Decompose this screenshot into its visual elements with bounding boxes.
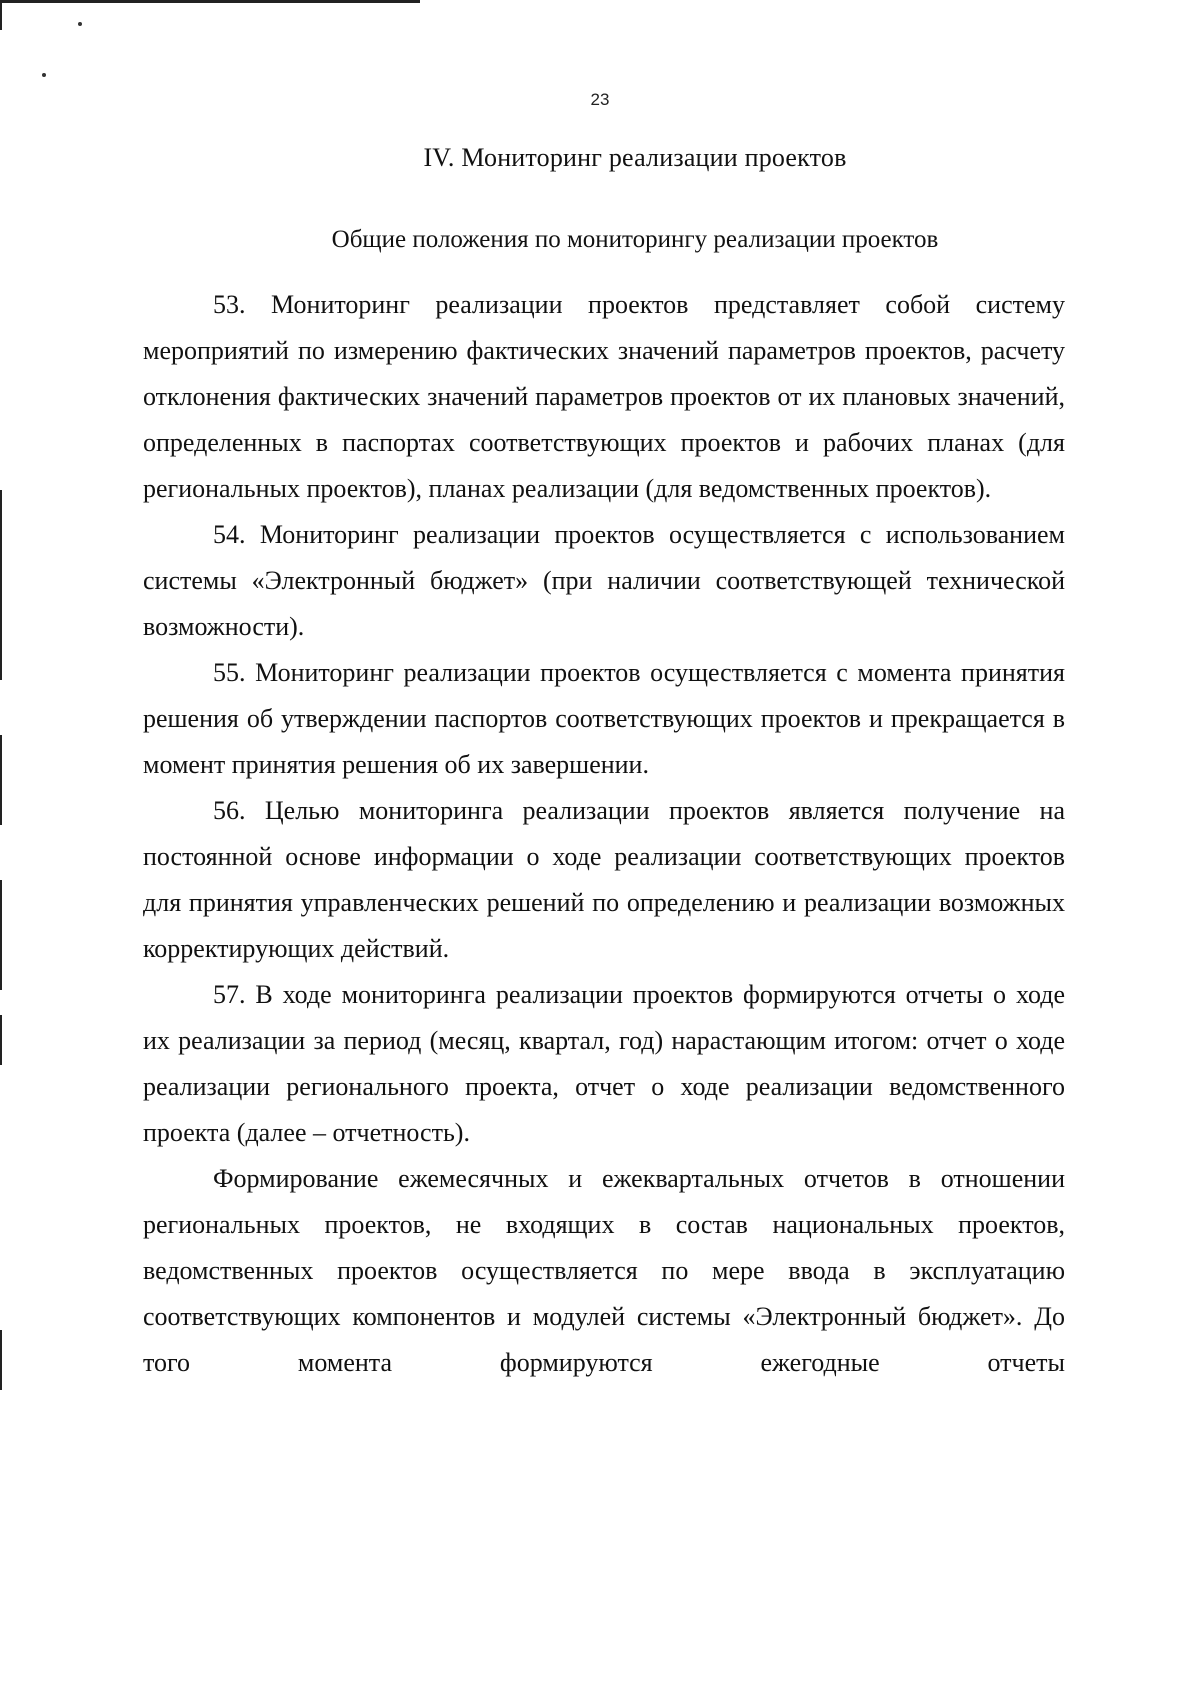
section-title: IV. Мониторинг реализации проектов (423, 143, 847, 172)
paragraph-56: 56. Целью мониторинга реализации проектов является получение на постоянной основе информации о ходе реализации соответствующих проектов для принятия управленческих решений по определению и реализации возможных корректирующих действий. (143, 796, 1065, 963)
scan-margin-mark (0, 735, 2, 825)
paragraph-53: 53. Мониторинг реализации проектов представляет собой систему мероприятий по измерению фактических значений параметров проектов, расчету отклонения фактических значений параметров проектов от их плановых значений, определенных в паспортах соответствующих проектов и рабочих планах (для региональных проектов), планах реализации (для ведомственных проектов). (143, 290, 1065, 503)
document-body (143, 282, 1065, 1386)
paragraph-57-continuation: Формирование ежемесячных и ежеквартальных отчетов в отношении региональных проектов, не входящих в состав национальных проектов, ведомственных проектов осуществляется по мере ввода в эксплуатацию соответствующих компонентов и модулей системы «Электронный бюджет». До того момента формируются ежегодные отчеты (143, 1164, 1065, 1377)
scan-margin-mark (0, 490, 2, 680)
paragraph-57: 57. В ходе мониторинга реализации проектов формируются отчеты о ходе их реализации за период (месяц, квартал, год) нарастающим итогом: отчет о ходе реализации регионального проекта, отчет о ходе реализации ведомственного проекта (далее – отчетность). (143, 980, 1065, 1147)
page-number: 23 (590, 90, 610, 109)
paragraph-54: 54. Мониторинг реализации проектов осуществляется с использованием системы «Электронный бюджет» (при наличии соответствующей технической возможности). (143, 520, 1065, 641)
scan-edge-line (0, 0, 420, 3)
scan-margin-mark (0, 880, 2, 990)
scan-margin-mark (0, 0, 2, 30)
scan-margin-mark (0, 1330, 2, 1390)
paragraph-55: 55. Мониторинг реализации проектов осуществляется с момента принятия решения об утверждении паспортов соответствующих проектов и прекращается в момент принятия решения об их завершении. (143, 658, 1065, 779)
scan-speck (78, 22, 82, 26)
scan-margin-mark (0, 1015, 2, 1065)
scan-speck (42, 73, 46, 77)
subsection-title: Общие положения по мониторингу реализации проектов (331, 226, 939, 253)
